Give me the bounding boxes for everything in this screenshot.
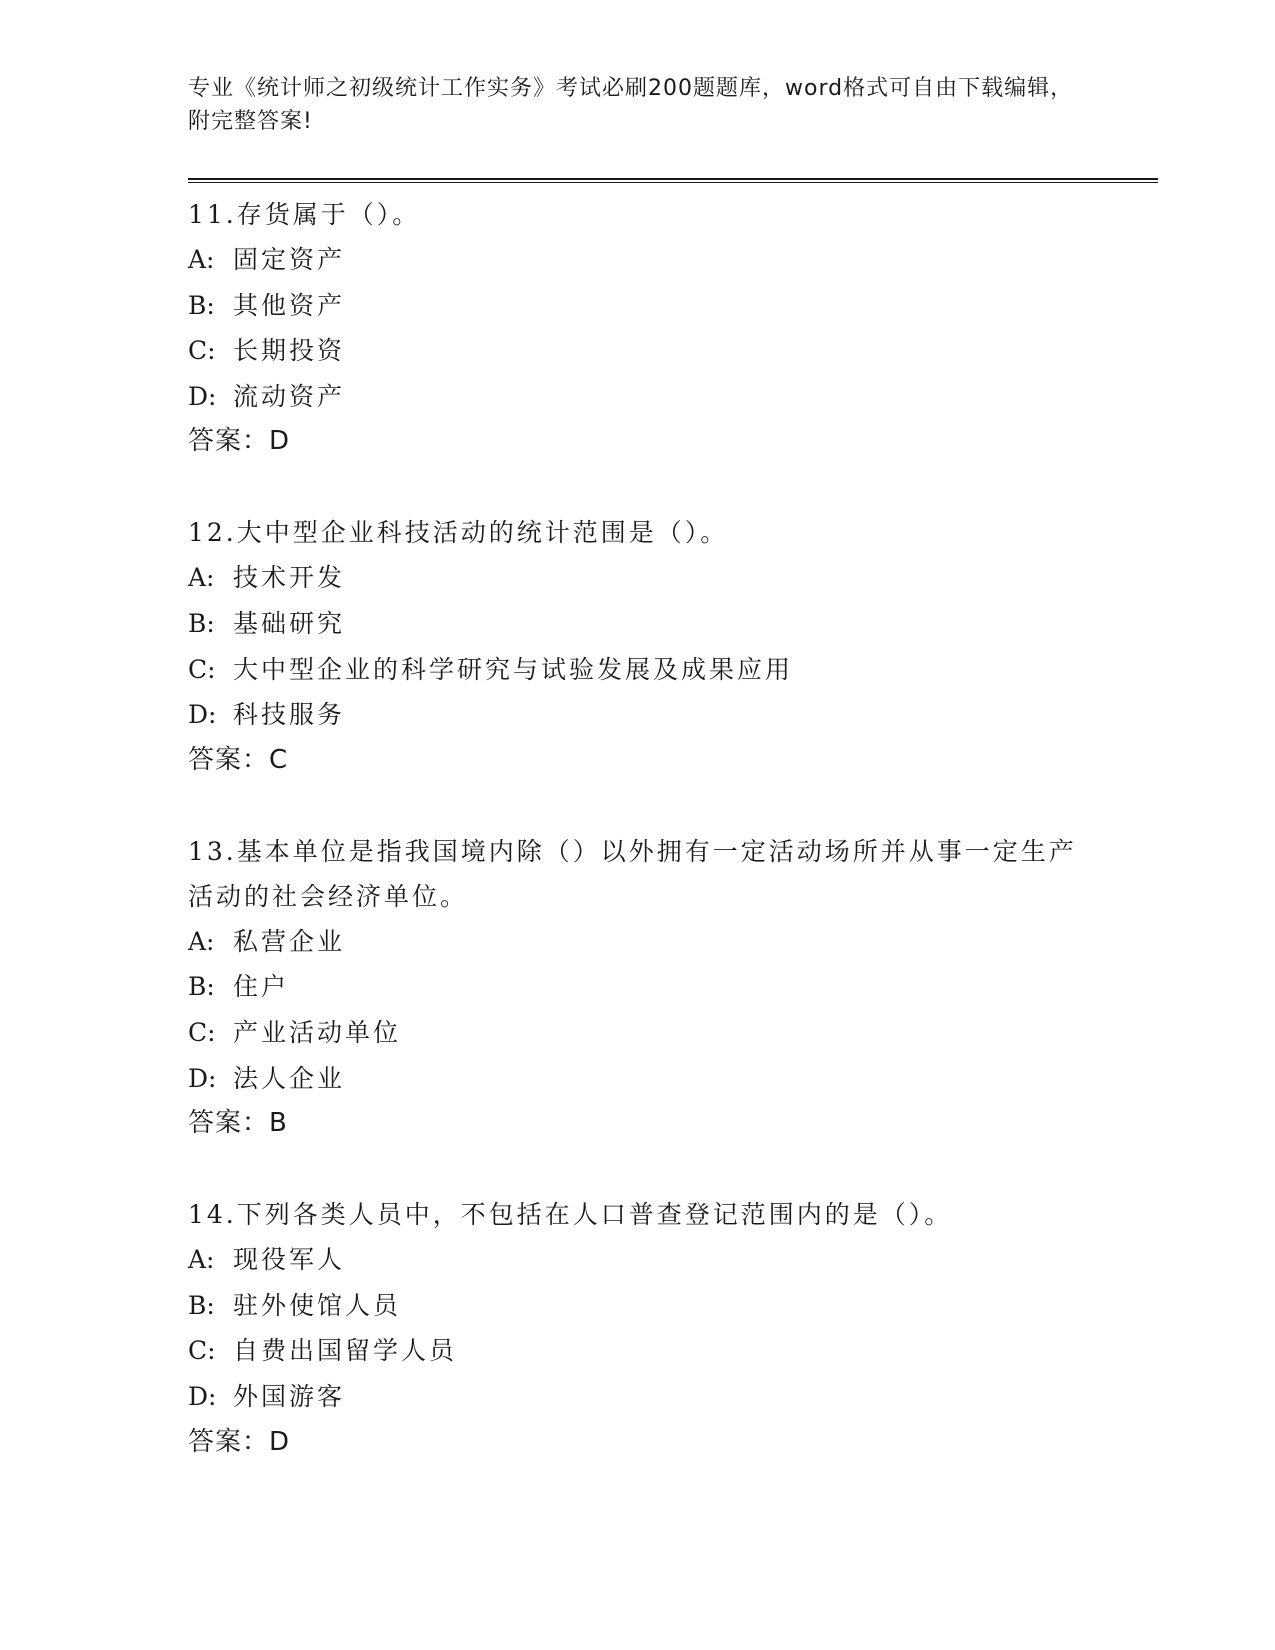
option-d — [188, 692, 1088, 738]
option-text: 其他资产 — [233, 290, 346, 320]
option-letter: A: — [188, 245, 215, 274]
option-d — [188, 1374, 1088, 1420]
option-a — [188, 237, 1088, 283]
question-stem: 12.大中型企业科技活动的统计范围是（）。 — [188, 518, 729, 548]
option-letter: C: — [188, 1017, 216, 1047]
option-letter: D: — [188, 1381, 217, 1411]
option-letter: A: — [188, 563, 215, 593]
option-letter: C: — [188, 1336, 216, 1366]
question-14 — [188, 1192, 1088, 1464]
option-text: 长期投资 — [233, 336, 346, 366]
question-stem: 13.基本单位是指我国境内除（）以外拥有一定活动场所并从事一定生产活动的社会经济单位。 — [188, 836, 1077, 911]
option-text: 固定资产 — [233, 245, 346, 274]
option-a — [188, 1237, 1088, 1283]
option-c — [188, 647, 1088, 693]
option-text: 驻外使馆人员 — [233, 1290, 402, 1320]
document-title: 专业《统计师之初级统计工作实务》考试必刷200题题库，word格式可自由下载编辑，附完整答案! — [188, 76, 1074, 134]
option-letter: A: — [188, 1245, 215, 1275]
option-letter: C: — [188, 654, 216, 684]
option-text: 法人企业 — [233, 1063, 346, 1093]
option-letter: D: — [188, 1063, 217, 1093]
option-text: 外国游客 — [233, 1381, 346, 1411]
question-stem: 14.下列各类人员中，不包括在人口普查登记范围内的是（）。 — [188, 1200, 953, 1230]
question-list — [188, 192, 1088, 1511]
option-text: 私营企业 — [233, 926, 346, 956]
option-text: 产业活动单位 — [233, 1017, 402, 1047]
option-d — [188, 374, 1088, 420]
answer-label: 答案：D — [188, 1426, 291, 1457]
question-11 — [188, 192, 1088, 464]
option-text: 大中型企业的科学研究与试验发展及成果应用 — [233, 654, 794, 684]
answer-label: 答案：D — [188, 426, 291, 457]
option-b — [188, 283, 1088, 329]
option-text: 现役军人 — [233, 1245, 346, 1275]
option-b — [188, 964, 1088, 1010]
option-letter: B: — [188, 1290, 215, 1320]
answer-label: 答案：C — [188, 744, 289, 775]
option-letter: B: — [188, 608, 215, 638]
option-d — [188, 1056, 1088, 1102]
header-divider — [188, 178, 1158, 183]
option-letter: A: — [188, 926, 215, 956]
option-c — [188, 1010, 1088, 1056]
option-c — [188, 1328, 1088, 1374]
option-a — [188, 919, 1088, 965]
option-letter: B: — [188, 290, 215, 320]
option-text: 科技服务 — [233, 700, 346, 730]
answer-label: 答案：B — [188, 1108, 288, 1139]
option-letter: D: — [188, 381, 217, 411]
option-b — [188, 1283, 1088, 1329]
question-12 — [188, 510, 1088, 782]
question-stem: 11.存货属于（）。 — [188, 200, 421, 229]
option-a — [188, 555, 1088, 601]
option-letter: B: — [188, 972, 215, 1002]
option-text: 流动资产 — [233, 381, 346, 411]
option-text: 住户 — [233, 972, 290, 1002]
option-letter: D: — [188, 700, 217, 730]
option-letter: C: — [188, 336, 216, 366]
option-text: 自费出国留学人员 — [233, 1336, 458, 1366]
option-text: 基础研究 — [233, 608, 346, 638]
question-13 — [188, 829, 1088, 1146]
option-c — [188, 328, 1088, 374]
option-text: 技术开发 — [233, 563, 346, 593]
option-b — [188, 601, 1088, 647]
